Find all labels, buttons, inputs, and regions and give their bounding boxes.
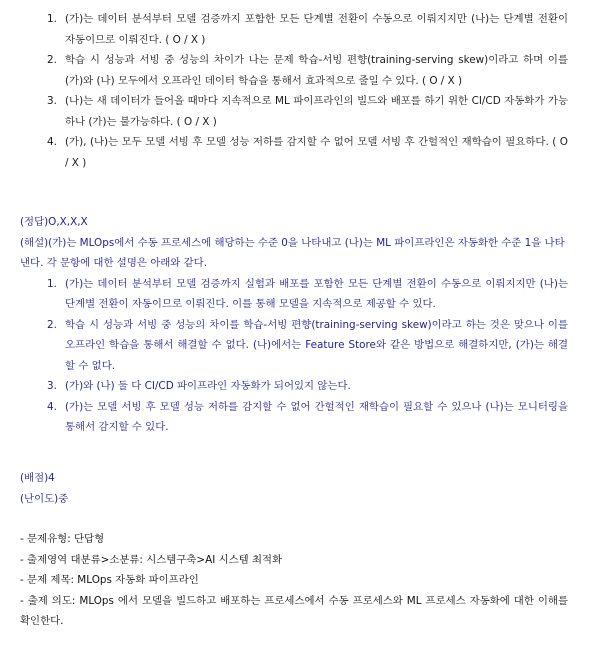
item-text: (가)는 데이터 분석부터 모델 검증까지 포함한 모든 단계별 전환이 수동으로 이뤄지지만 (나)는 단계별 전환이 자동이므로 이뤄진다. ( O / X ) — [65, 13, 568, 46]
item-text: (가)는 모델 서빙 후 모델 성능 저하를 감지할 수 없어 간헐적인 재학습이 필요할 수 있으나 (나)는 모니터링을 통해서 감지할 수 있다. — [65, 400, 568, 433]
item-number: 4. — [47, 400, 57, 413]
explanation-item — [20, 315, 568, 377]
info-type: - 문제유형: 단답형 — [20, 533, 105, 545]
info-title: - 문제 제목: MLOps 자동화 파이프라인 — [20, 574, 199, 586]
item-number: 2. — [47, 318, 57, 331]
item-number: 1. — [47, 13, 57, 25]
item-number: 4. — [47, 136, 57, 148]
info-intent: - 출제 의도: MLOps 에서 모델을 빌드하고 배포하는 프로세스에서 수동 프로세스와 ML 프로세스 자동화에 대한 이해를 확인한다. — [20, 594, 568, 627]
question-item — [20, 50, 568, 91]
score-line: (배점)4 — [20, 472, 55, 484]
item-number: 2. — [47, 54, 57, 66]
item-text: (나)는 새 데이터가 들어올 때마다 지속적으로 ML 파이프라인의 빌드와 배포를 하기 위한 CI/CD 자동화가 가능하나 (가)는 불가능하다. ( O / X ) — [65, 95, 568, 128]
item-text: (가), (나)는 모두 모델 서빙 후 모델 성능 저하를 감지할 수 없어 모델 서빙 후 간헐적인 재학습이 필요하다. ( O / X ) — [65, 136, 568, 169]
difficulty-line: (난이도)중 — [20, 492, 69, 505]
question-item — [20, 132, 568, 173]
answer-line: (정답)O,X,X,X — [20, 216, 88, 228]
info-section — [20, 529, 568, 632]
item-number: 1. — [47, 277, 57, 290]
answer-section — [20, 212, 568, 438]
explanation-item — [20, 274, 568, 315]
item-text: 학습 시 성능과 서빙 중 성능의 차이가 나는 문제 학습-서빙 편향(training-serving skew)이라고 하며 이를 (가)와 (나) 모두에서 오프라인 데이터 학습을 통해서 효과적으로 줄일 수 있다. ( O / X ) — [65, 54, 568, 87]
item-text: (가)와 (나) 둘 다 CI/CD 파이프라인 자동화가 되어있지 않는다. — [65, 380, 351, 392]
item-text: (가)는 데이터 분석부터 모델 검증까지 실험과 배포를 포함한 모든 단계별 전환이 수동으로 이뤄지지만 (나)는 단계별 전환이 자동이므로 이뤄진다. 이를 통해 모델을 지속적으로 제공할 수 있다. — [65, 277, 568, 310]
explanation-intro: (해설)(가)는 MLOps에서 수동 프로세스에 해당하는 수준 0을 나타내고 (나)는 ML 파이프라인은 자동화한 수준 1을 나타낸다. 각 문항에 대한 설명은 아래와 같다. — [20, 236, 565, 269]
question-item — [20, 91, 568, 132]
explanation-item — [20, 376, 568, 397]
item-number: 3. — [47, 95, 57, 107]
item-text: 학습 시 성능과 서빙 중 성능의 차이를 학습-서빙 편향(training-serving skew)이라고 하는 것은 맞으나 이를 오프라인 학습을 통해서 해결할 수 없다. (나)에서는 Feature Store와 같은 방법으로 해결하지만, (가)는 해결할 수 없다. — [65, 318, 568, 372]
item-number: 3. — [47, 380, 57, 392]
info-area: - 출제영역 대분류>소분류: 시스템구축>AI 시스템 최적화 — [20, 553, 283, 566]
question-list — [20, 9, 568, 173]
explanation-item — [20, 397, 568, 438]
score-section — [20, 468, 568, 509]
question-item — [20, 9, 568, 50]
